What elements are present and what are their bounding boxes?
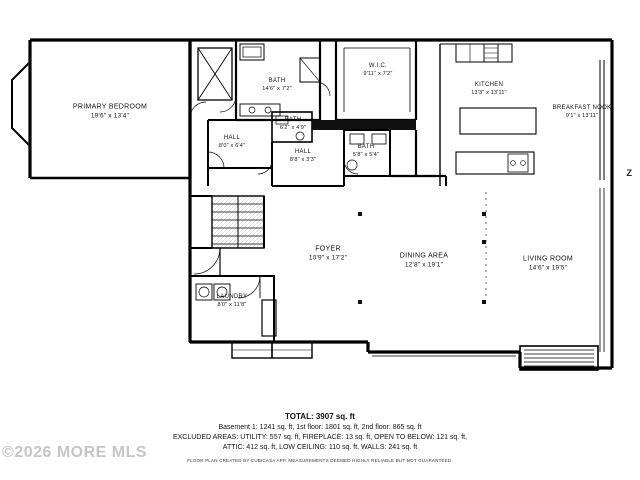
room-label: LIVING ROOM 14'6" x 19'5": [523, 255, 573, 272]
total-area: TOTAL: 3907 sq. ft: [285, 412, 355, 421]
disclaimer-text: FLOOR PLAN CREATED BY CUBICASA APP. MEASUREMENTS DEEMED HIGHLY RELIABLE BUT NOT GUARANTEED.: [187, 458, 453, 464]
room-label: DINING AREA 12'8" x 19'1": [399, 252, 449, 269]
room-label: FOYER 10'9" x 17'2": [308, 245, 348, 262]
room-label: HALL 8'0" x 6'4": [218, 134, 246, 149]
room-label: HALL 8'8" x 3'3": [289, 148, 317, 163]
floor-breakdown: Basement 1: 1241 sq. ft, 1st floor: 1801 sq. ft, 2nd floor: 865 sq. ft: [218, 424, 422, 431]
room-label: KITCHEN 13'3" x 13'11": [471, 81, 507, 96]
room-label: W.I.C. 9'11" x 7'2": [363, 62, 393, 77]
room-label: BATH 14'6" x 7'2": [262, 77, 292, 92]
plan-walls: [12, 40, 612, 370]
room-label: LAUNDRY 8'0" x 11'8": [216, 293, 248, 308]
excluded-areas-line-2: ATTIC: 412 sq. ft, LOW CEILING: 110 sq. ft, WALLS: 241 sq. ft: [222, 444, 418, 452]
excluded-areas-line-1: EXCLUDED AREAS: UTILITY: 557 sq. ft, FIREPLACE: 13 sq. ft, OPEN TO BELOW: 121 sq. ft,: [172, 434, 468, 442]
room-label: BATH 5'8" x 5'4": [352, 143, 380, 158]
room-label: BREAKFAST NOOK 9'1" x 13'11": [552, 104, 612, 119]
compass-indicator: Z: [626, 168, 632, 178]
room-label: PRIMARY BEDROOM 19'6" x 13'4": [72, 103, 148, 120]
room-label: BATH 6'2" x 4'9": [279, 116, 307, 131]
watermark: ©2026 MORE MLS: [2, 444, 148, 461]
